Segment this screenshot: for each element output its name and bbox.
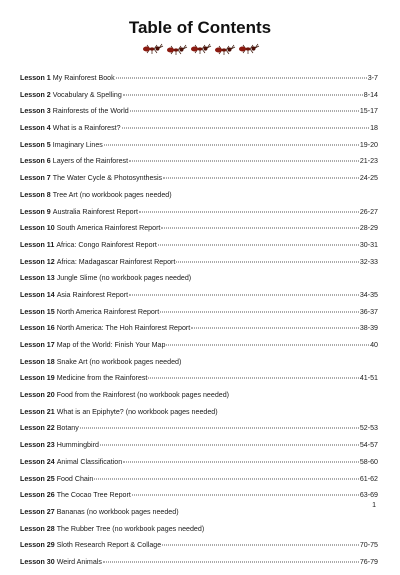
lesson-number: Lesson 29 (20, 541, 55, 550)
page-range: 24-25 (359, 174, 378, 183)
lesson-title: Weird Animals (56, 557, 102, 566)
page-range: 21-23 (359, 157, 378, 166)
toc-row (20, 308, 378, 325)
toc-row (20, 408, 378, 425)
page-range: 41-51 (359, 374, 378, 383)
lesson-title: The Rubber Tree (no workbook pages needed) (56, 524, 205, 533)
page-range: 38-39 (359, 324, 378, 333)
toc-row (20, 525, 378, 542)
lesson-number: Lesson 11 (20, 240, 55, 249)
lesson-title: Imaginary Lines (52, 140, 103, 149)
lesson-title: Animal Classification (56, 457, 123, 466)
toc-row (20, 358, 378, 375)
dot-leader (166, 345, 369, 346)
toc-row (20, 508, 378, 525)
lesson-number: Lesson 1 (20, 74, 51, 82)
toc-row (20, 241, 378, 258)
lesson-number: Lesson 21 (20, 407, 55, 416)
page-range: 15-17 (359, 107, 378, 116)
lesson-number: Lesson 16 (20, 324, 55, 333)
ant-icon (214, 43, 236, 55)
lesson-number: Lesson 30 (20, 557, 55, 566)
lesson-title: Tree Art (no workbook pages needed) (52, 190, 172, 199)
toc-row (20, 391, 378, 408)
toc-row (20, 258, 378, 275)
toc-row (20, 291, 378, 308)
page-range: 34-35 (359, 290, 378, 299)
dot-leader (104, 144, 359, 145)
lesson-title: Rainforests of the World (52, 107, 129, 116)
lesson-number: Lesson 18 (20, 357, 55, 366)
lesson-number: Lesson 23 (20, 441, 55, 450)
dot-leader (123, 94, 363, 95)
toc-row (20, 157, 378, 174)
toc-row (20, 174, 378, 191)
lesson-number: Lesson 12 (20, 257, 55, 266)
toc-row (20, 107, 378, 124)
lesson-title: The Water Cycle & Photosynthesis (52, 174, 163, 183)
lesson-title: Snake Art (no workbook pages needed) (56, 357, 182, 366)
page-range: 52-53 (359, 424, 378, 433)
dot-leader (148, 378, 358, 379)
lesson-title: Botany (56, 424, 79, 433)
dot-leader (161, 228, 358, 229)
table-of-contents (20, 74, 378, 575)
ant-icon (166, 43, 188, 55)
lesson-title: Australia Rainforest Report (52, 207, 138, 216)
dot-leader (160, 311, 359, 312)
lesson-title: Asia Rainforest Report (56, 290, 129, 299)
toc-row (20, 91, 378, 108)
dot-leader (94, 478, 358, 479)
lesson-title: Sloth Research Report & Collage (56, 541, 162, 550)
lesson-title: North America Rainforest Report (56, 307, 160, 316)
lesson-title: Africa: Congo Rainforest Report (56, 240, 157, 249)
dot-leader (130, 111, 359, 112)
lesson-title: My Rainforest Book (52, 74, 115, 82)
dot-leader (103, 561, 359, 562)
dot-leader (191, 328, 359, 329)
toc-row (20, 441, 378, 458)
page-range: 40 (370, 341, 378, 349)
lesson-number: Lesson 4 (20, 124, 51, 133)
dot-leader (122, 128, 370, 129)
lesson-number: Lesson 24 (20, 457, 55, 466)
lesson-title: Vocabulary & Spelling (52, 90, 122, 99)
page-range: 26-27 (359, 207, 378, 216)
ant-icon (142, 42, 164, 54)
toc-row (20, 424, 378, 441)
toc-row (20, 74, 378, 91)
dot-leader (132, 495, 359, 496)
toc-row (20, 324, 378, 341)
page-range: 3-7 (367, 74, 378, 82)
toc-row (20, 558, 378, 575)
page-range: 36-37 (359, 307, 378, 316)
toc-row (20, 191, 378, 208)
dot-leader (162, 545, 359, 546)
toc-row (20, 541, 378, 558)
lesson-title: Layers of the Rainforest (52, 157, 129, 166)
ant-icon (238, 42, 260, 54)
toc-row (20, 141, 378, 158)
lesson-title: Map of the World: Finish Your Map (56, 341, 166, 349)
lesson-number: Lesson 15 (20, 307, 55, 316)
lesson-number: Lesson 20 (20, 391, 55, 400)
dot-leader (116, 78, 367, 79)
page-range: 32-33 (359, 257, 378, 266)
dot-leader (163, 178, 359, 179)
page-range: 70-75 (359, 541, 378, 550)
toc-row (20, 224, 378, 241)
toc-row (20, 491, 378, 508)
page-title: Table of Contents (128, 18, 272, 37)
lesson-number: Lesson 9 (20, 207, 51, 216)
lesson-title: What is an Epiphyte? (no workbook pages needed) (56, 407, 218, 416)
lesson-number: Lesson 25 (20, 474, 55, 483)
page-range: 28-29 (359, 224, 378, 233)
toc-row (20, 208, 378, 225)
dot-leader (129, 294, 359, 295)
lesson-title: Food from the Rainforest (no workbook pages needed) (56, 391, 230, 400)
lesson-number: Lesson 2 (20, 90, 51, 99)
page-number: 1 (372, 502, 376, 509)
toc-row (20, 475, 378, 492)
dot-leader (139, 211, 359, 212)
lesson-number: Lesson 7 (20, 174, 51, 183)
lesson-title: The Cocao Tree Report (56, 491, 131, 500)
lesson-title: Food Chain (56, 474, 94, 483)
dot-leader (80, 428, 359, 429)
page-range: 61-62 (359, 474, 378, 483)
ant-icon (190, 42, 212, 54)
page-range: 18 (370, 124, 378, 133)
page-range: 54-57 (359, 441, 378, 450)
lesson-number: Lesson 19 (20, 374, 55, 383)
lesson-number: Lesson 26 (20, 491, 55, 500)
lesson-title: Jungle Slime (no workbook pages needed) (56, 274, 192, 283)
page-range: 8-14 (363, 90, 378, 99)
lesson-number: Lesson 13 (20, 274, 55, 283)
lesson-number: Lesson 10 (20, 224, 55, 233)
toc-row (20, 124, 378, 141)
toc-row (20, 374, 378, 391)
lesson-number: Lesson 27 (20, 507, 55, 516)
page-range: 63-69 (359, 491, 378, 500)
lesson-number: Lesson 3 (20, 107, 51, 116)
dot-leader (123, 461, 359, 462)
lesson-title: South America Rainforest Report (56, 224, 161, 233)
lesson-title: Africa: Madagascar Rainforest Report (56, 257, 176, 266)
toc-row (20, 341, 378, 358)
toc-row (20, 458, 378, 475)
lesson-title: Hummingbird (56, 441, 99, 450)
page-range: 76-79 (359, 557, 378, 566)
lesson-number: Lesson 28 (20, 524, 55, 533)
lesson-number: Lesson 8 (20, 190, 51, 199)
page-range: 30-31 (359, 240, 378, 249)
dot-leader (129, 161, 359, 162)
page-range: 58-60 (359, 457, 378, 466)
lesson-title: What is a Rainforest? (52, 124, 121, 133)
lesson-number: Lesson 17 (20, 341, 55, 349)
toc-row (20, 274, 378, 291)
lesson-number: Lesson 6 (20, 157, 51, 166)
lesson-number: Lesson 22 (20, 424, 55, 433)
lesson-title: Bananas (no workbook pages needed) (56, 507, 179, 516)
lesson-number: Lesson 14 (20, 290, 55, 299)
dot-leader (176, 261, 358, 262)
page-range: 19-20 (359, 140, 378, 149)
lesson-title: North America: The Hoh Rainforest Report (56, 324, 191, 333)
dot-leader (158, 244, 359, 245)
ant-decoration (142, 42, 262, 56)
dot-leader (100, 445, 359, 446)
lesson-title: Medicine from the Rainforest (56, 374, 148, 383)
lesson-number: Lesson 5 (20, 140, 51, 149)
